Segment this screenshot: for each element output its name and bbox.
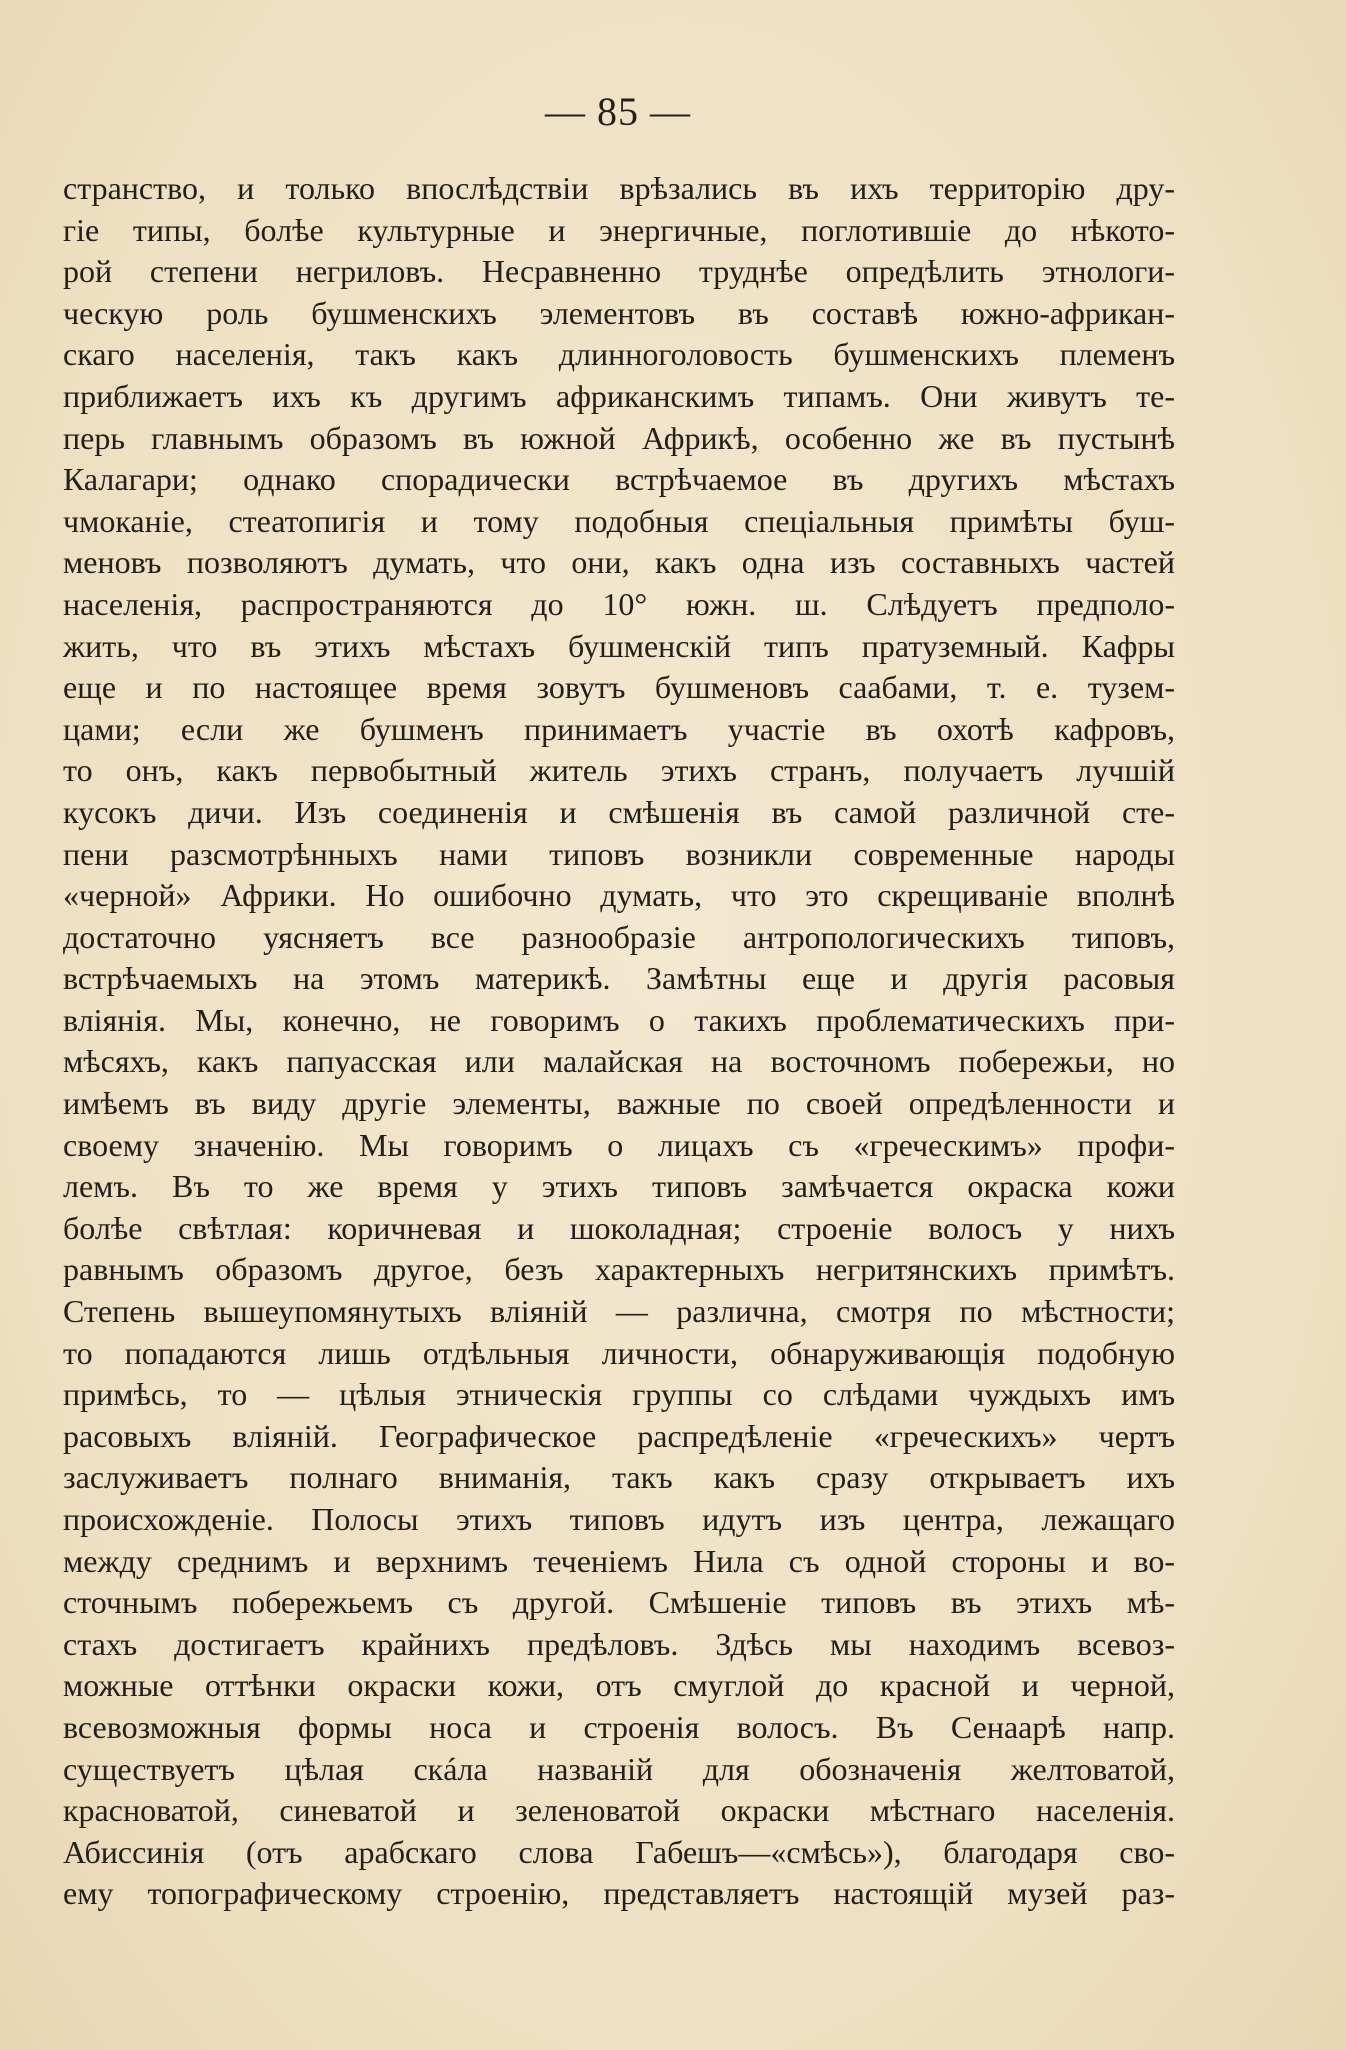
text-line: всевозможныя формы носа и строенія волосъ. Въ Сенаарѣ напр.: [63, 1708, 1175, 1745]
text-line: то попадаются лишь отдѣльныя личности, обнаруживающія подобную: [63, 1334, 1175, 1371]
text-line: гіе типы, болѣе культурные и энергичные, поглотившіе до нѣкото-: [63, 211, 1175, 248]
text-line: существуетъ цѣлая скáла названій для обозначенія желтоватой,: [63, 1750, 1175, 1787]
text-line: между среднимъ и верхнимъ теченіемъ Нила съ одной стороны и во-: [63, 1542, 1175, 1579]
text-line: можные оттѣнки окраски кожи, отъ смуглой до красной и черной,: [63, 1667, 1175, 1704]
text-line: то онъ, какъ первобытный житель этихъ странъ, получаетъ лучшій: [63, 752, 1175, 789]
text-line: цами; если же бушменъ принимаетъ участіе въ охотѣ кафровъ,: [63, 710, 1175, 747]
text-line: «черной» Африки. Но ошибочно думать, что это скрещиваніе вполнѣ: [63, 877, 1175, 914]
text-line: встрѣчаемыхъ на этомъ материкѣ. Замѣтны еще и другія расовыя: [63, 960, 1175, 997]
text-line: болѣе свѣтлая: коричневая и шоколадная; строеніе волосъ у нихъ: [63, 1209, 1175, 1246]
text-line: ческую роль бушменскихъ элементовъ въ составѣ южно-африкан-: [63, 294, 1175, 331]
page-number: — 85 —: [545, 89, 691, 134]
text-line: ему топографическому строенію, представляетъ настоящій музей раз-: [63, 1875, 1175, 1912]
text-line: мѣсяхъ, какъ папуасская или малайская на восточномъ побережьи, но: [63, 1043, 1175, 1080]
text-line: чмоканіе, стеатопигія и тому подобныя спеціальныя примѣты буш-: [63, 502, 1175, 539]
text-line: жить, что въ этихъ мѣстахъ бушменскій типъ пратуземный. Кафры: [63, 627, 1175, 664]
text-line: лемъ. Въ то же время у этихъ типовъ замѣчается окраска кожи: [63, 1168, 1175, 1205]
text-line: рой степени негриловъ. Несравненно труднѣе опредѣлить этнологи-: [63, 253, 1175, 290]
text-line: расовыхъ вліяній. Географическое распредѣленіе «греческихъ» чертъ: [63, 1417, 1175, 1454]
text-line: населенія, распространяются до 10° южн. ш. Слѣдуетъ предполо-: [63, 585, 1175, 622]
body-text: [63, 168, 1175, 1915]
text-line: перь главнымъ образомъ въ южной Африкѣ, особенно же въ пустынѣ: [63, 419, 1175, 456]
text-line: Степень вышеупомянутыхъ вліяній — различна, смотря по мѣстности;: [63, 1293, 1175, 1330]
text-line: кусокъ дичи. Изъ соединенія и смѣшенія въ самой различной сте-: [63, 793, 1175, 830]
text-line: красноватой, синеватой и зеленоватой окраски мѣстнаго населенія.: [63, 1792, 1175, 1829]
text-line: пени разсмотрѣнныхъ нами типовъ возникли современные народы: [63, 835, 1175, 872]
text-line: меновъ позволяютъ думать, что они, какъ одна изъ составныхъ частей: [63, 544, 1175, 581]
text-line: стахъ достигаетъ крайнихъ предѣловъ. Здѣсь мы находимъ всевоз-: [63, 1625, 1175, 1662]
text-line: приближаетъ ихъ къ другимъ африканскимъ типамъ. Они живутъ те-: [63, 377, 1175, 414]
text-line: скаго населенія, такъ какъ длинноголовость бушменскихъ племенъ: [63, 336, 1175, 373]
text-line: равнымъ образомъ другое, безъ характерныхъ негритянскихъ примѣтъ.: [63, 1251, 1175, 1288]
text-line: своему значенію. Мы говоримъ о лицахъ съ «греческимъ» профи-: [63, 1126, 1175, 1163]
text-line: Абиссинія (отъ арабскаго слова Габешъ—«смѣсь»), благодаря сво-: [63, 1833, 1175, 1870]
text-line: сточнымъ побережьемъ съ другой. Смѣшеніе типовъ въ этихъ мѣ-: [63, 1584, 1175, 1621]
text-line: Калагари; однако спорадически встрѣчаемое въ другихъ мѣстахъ: [63, 461, 1175, 498]
text-line: вліянія. Мы, конечно, не говоримъ о такихъ проблематическихъ при-: [63, 1001, 1175, 1038]
text-line: еще и по настоящее время зовутъ бушменовъ саабами, т. е. тузем-: [63, 669, 1175, 706]
text-line: примѣсь, то — цѣлыя этническія группы со слѣдами чуждыхъ имъ: [63, 1376, 1175, 1413]
text-line: достаточно уясняетъ все разнообразіе антропологическихъ типовъ,: [63, 918, 1175, 955]
text-line: имѣемъ въ виду другіе элементы, важные по своей опредѣленности и: [63, 1085, 1175, 1122]
text-line: происхожденіе. Полосы этихъ типовъ идутъ изъ центра, лежащаго: [63, 1501, 1175, 1537]
text-line: странство, и только впослѣдствіи врѣзались въ ихъ территорію дру-: [63, 170, 1175, 206]
text-line: заслуживаетъ полнаго вниманія, такъ какъ сразу открываетъ ихъ: [63, 1459, 1175, 1496]
